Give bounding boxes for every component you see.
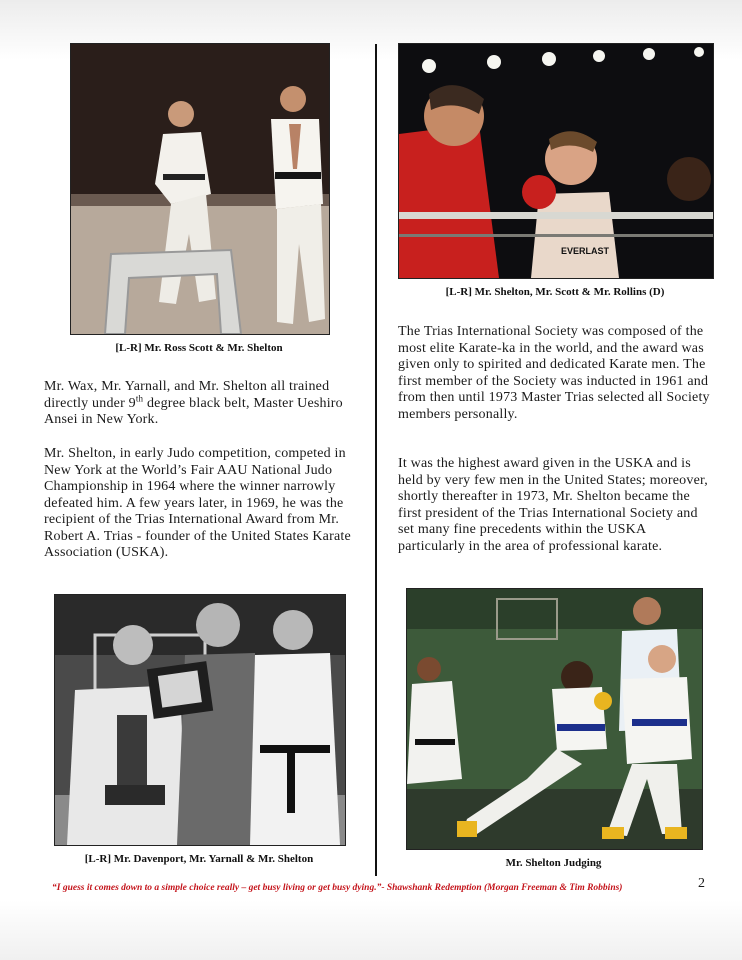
photo-caption: [L-R] Mr. Ross Scott & Mr. Shelton (115, 342, 283, 354)
right-paragraph-1: The Trias International Society was composed of the most elite Karate-ka in the world, and the award was given only to spirited and dedicated Karate men. The first member of the Society was inducted in 1961 and from then until 1973 Master Trias selected all Society members personally. (398, 324, 710, 422)
photo-caption: [L-R] Mr. Shelton, Mr. Scott & Mr. Rollins (D) (445, 286, 665, 298)
trunks-text: EVERLAST (561, 246, 610, 256)
photo-caption: [L-R] Mr. Davenport, Mr. Yarnall & Mr. Shelton (84, 853, 314, 865)
left-paragraph-2: Mr. Shelton, in early Judo competition, competed in New York at the World’s Fair AAU National Judo Championship in 1964 where the winner narrowly defeated him. A few years later, in 1969, he was the recipient of the Trias International Award from Mr. Robert A. Trias - founder of the United States Karate Association (USKA). (44, 446, 351, 560)
column-divider (375, 44, 377, 876)
page-number: 2 (698, 876, 705, 891)
left-paragraph-1: Mr. Wax, Mr. Yarnall, and Mr. Shelton all trained directly under 9th degree black belt, Master Ueshiro Ansei in New York. (44, 379, 343, 427)
photo-shelton-judging (406, 588, 703, 850)
photo-karate-scott-shelton (70, 43, 330, 335)
photo-caption: Mr. Shelton Judging (505, 857, 602, 869)
footer-quote: “I guess it comes down to a simple choice really – get busy living or get busy dying.”- Shawshank Redemption (Morgan Freeman & Tim Robbins) (52, 883, 623, 893)
photo-award-presentation (54, 594, 346, 846)
right-paragraph-2: It was the highest award given in the USKA and is held by very few men in the United States; moreover, shortly thereafter in 1973, Mr. Shelton became the first president of the Trias International Society and set many fine precedents within the USKA particularly in the area of professional karate. (398, 456, 708, 554)
photo-boxing-ring (398, 43, 714, 279)
